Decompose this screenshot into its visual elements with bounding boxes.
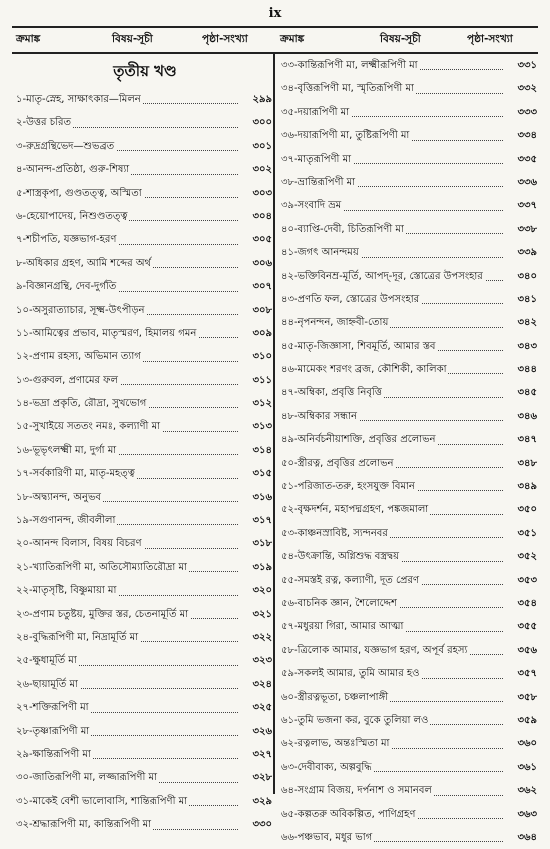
toc-entry-title: ৪৩-প্রণতি ফল, স্তোত্রের উপসংহার	[281, 288, 421, 311]
toc-entry-page: ৩৩০	[252, 819, 272, 831]
toc-entry-title: ২৪-বুদ্ধিরূপিণী মা, নিদ্রামূর্তি মা	[16, 626, 140, 649]
toc-entry-title: ৬২-রত্নলাভ, অন্তঃস্মিতা মা	[281, 732, 391, 755]
toc-entry	[281, 826, 539, 849]
toc-entry-page: ৩২৪	[252, 678, 272, 690]
toc-entry	[281, 709, 539, 732]
toc-entry-title: ৫৪-উৎক্রান্তি, অগ্নিশুদ্ধ বস্ত্রদ্বয়	[281, 545, 401, 568]
toc-entry-page: ৩১১	[252, 374, 272, 386]
toc-entry-title: ৫৭-মধুরয়া গিরা, আমার আত্মা	[281, 615, 405, 638]
toc-entry	[281, 662, 539, 685]
toc-entry-page: ৩৩৭	[517, 200, 537, 212]
toc-entry-page: ৩২৭	[252, 748, 272, 760]
toc-entry	[281, 148, 539, 171]
toc-entry	[281, 265, 539, 288]
toc-entry-page: ৩০৩	[252, 187, 272, 199]
toc-entry	[16, 205, 274, 228]
toc-entry-title: ৪৬-মামেকং শরণং ব্রজ, কৌশিকী, কালিকা	[281, 358, 448, 381]
toc-entry	[281, 311, 539, 334]
toc-entry-page: ৩৩৪	[517, 130, 537, 142]
toc-entry-title: ৫৩-কাঞ্চনস্রাবিষ্ট, স্যন্দনবর	[281, 522, 390, 545]
toc-entry-page: ৩৩৮	[517, 223, 537, 235]
toc-entry-page: ৩০২	[252, 164, 272, 176]
toc-entry-title: ৩৪-বৃত্তিরূপিণী মা, স্মৃতিরূপিণী মা	[281, 77, 416, 100]
toc-entry-title: ৬৪-সংগ্রাম বিজয়, দর্পনাশ ও সমানবল	[281, 779, 434, 802]
toc-entry-title: ১৪-ভদ্রা প্রকৃতি, রৌদ্রা, সুখভোগ	[16, 392, 148, 415]
section-title: তৃতীয় খণ্ড	[113, 62, 177, 80]
toc-entry-title: ৪১-জগৎ আনন্দময়	[281, 241, 361, 264]
toc-entry-page: ৩৬১	[517, 761, 537, 773]
toc-entry-title: ৫৮-ত্রিলোক আমার, যজ্ঞভাগ হরণ, অপূর্ব রহস্য	[281, 639, 469, 662]
toc-entry	[16, 111, 274, 134]
toc-entry-title: ৫৫-সমস্তই রত্ন, কল্যাণী, দূত প্রেরণ	[281, 569, 421, 592]
toc-entry-page: ৩১৫	[252, 468, 272, 480]
header-serial-left: ক্রমাঙ্ক	[16, 33, 41, 45]
toc-entry-page: ৩৪৩	[517, 340, 537, 352]
table-header	[12, 30, 538, 48]
toc-entry	[16, 135, 274, 158]
toc-entry-page: ৩৪১	[517, 293, 537, 305]
toc-entry	[281, 218, 539, 241]
toc-entry-page: ৩২১	[252, 608, 272, 620]
toc-entry	[16, 486, 274, 509]
toc-entry-title: ৫৯-সকলই আমার, তুমি আমার হও	[281, 662, 422, 685]
toc-entry	[16, 252, 274, 275]
toc-entry	[16, 720, 274, 743]
toc-entry-page: ৩২৫	[252, 702, 272, 714]
toc-entry-title: ৫-শাস্ত্রকৃপা, গুণ্ডতত্ত্ব, অস্মিতা	[16, 182, 144, 205]
toc-entry	[281, 405, 539, 428]
toc-entry	[281, 335, 539, 358]
toc-entry-title: ১১-আমিত্বের প্রভাব, মাতৃস্মরণ, হিমালয় গমন	[16, 322, 198, 345]
toc-entry-title: ৩৫-দয়ারূপিণী মা	[281, 101, 351, 124]
toc-entry	[16, 275, 274, 298]
toc-entry-page: ৩৪৪	[517, 364, 537, 376]
toc-entry-title: ২৯-ক্ষান্তিরূপিণী মা	[16, 743, 93, 766]
toc-entry-title: ৩৭-মাতৃরূপিণী মা	[281, 148, 353, 171]
toc-entry-page: ৩৪৫	[517, 387, 537, 399]
toc-entry	[16, 673, 274, 696]
toc-entry-title: ২০-আনন্দ বিলাস, বিষয় বিচরণ	[16, 532, 144, 555]
toc-entry	[281, 241, 539, 264]
toc-entry-title: ১৮-অদ্ব্যানন্দ, অনুভব	[16, 486, 103, 509]
toc-entry	[281, 124, 539, 147]
toc-entry-page: ৩০৯	[252, 327, 272, 339]
toc-entry-page: ৩৪৭	[517, 434, 537, 446]
toc-entry-page: ৩৩৬	[517, 176, 537, 188]
toc-entry-page: ৩৩১	[517, 60, 537, 71]
toc-entry	[281, 732, 539, 755]
toc-entry	[281, 686, 539, 709]
toc-entry-page: ৩৩৩	[517, 106, 537, 118]
toc-entry-page: ৩৪২	[517, 317, 537, 329]
toc-entry	[281, 569, 539, 592]
toc-entry-title: ২৬-ছায়ামূর্তি মা	[16, 673, 80, 696]
toc-entry-title: ৪৯-অনির্বচনীয়াশক্তি, প্রবৃত্তির প্রলোভন	[281, 428, 437, 451]
toc-entry	[16, 299, 274, 322]
toc-entry-page: ৩৪০	[517, 270, 537, 282]
toc-entry	[16, 392, 274, 415]
toc-entry	[281, 381, 539, 404]
toc-entry-page: ৩৫৮	[517, 691, 537, 703]
toc-entry-title: ৪-আনন্দ-প্রতিষ্ঠা, গুরু-শিষ্যা	[16, 158, 131, 181]
toc-entry-page: ৩১৪	[252, 444, 272, 456]
toc-entry-title: ৩৮-ভ্রান্তিরূপিণী মা	[281, 171, 357, 194]
toc-entry-title: ৬৩-দেবীবাক্য, অল্পবুদ্ধি	[281, 756, 374, 779]
toc-entry-page: ৩৪৬	[517, 410, 537, 422]
toc-entry-title: ৪৪-নৃপনন্দন, জাহ্নবী-তোয়	[281, 311, 390, 334]
toc-entry-page: ৩৬০	[517, 738, 537, 750]
toc-entry-title: ৩৯-সংবাদি ভ্রম	[281, 194, 343, 217]
toc-entry	[281, 756, 539, 779]
toc-entry-title: ৩৬-দয়ারূপিণী মা, তুষ্টিরূপিণী মা	[281, 124, 411, 147]
toc-entry-page: ৩৪৯	[517, 481, 537, 493]
toc-entry-page: ৩৪৮	[517, 457, 537, 469]
toc-entry	[281, 288, 539, 311]
toc-entry	[281, 194, 539, 217]
toc-entry	[16, 345, 274, 368]
toc-entry-title: ৩০-জাতিরূপিণী মা, লজ্জারূপিণী মা	[16, 766, 159, 789]
toc-entry	[281, 779, 539, 802]
toc-entry-title: ৪৭-অম্বিকা, প্রবৃত্তি নিবৃত্তি	[281, 381, 384, 404]
toc-entry-page: ৩১৩	[252, 421, 272, 433]
page-number: ix	[268, 6, 282, 21]
toc-entry	[16, 228, 274, 251]
toc-entry-page: ৩১৬	[252, 491, 272, 503]
toc-entry-page: ৩২৮	[252, 772, 272, 784]
toc-entry-page: ৩৫৬	[517, 644, 537, 656]
toc-entry-title: ৩৩-কান্তিরূপিণী মা, লক্ষ্মীরূপিণী মা	[281, 54, 420, 77]
toc-entry	[281, 522, 539, 545]
toc-entry-title: ১৯-সগুণানন্দ, জীবলীলা	[16, 509, 117, 532]
header-serial-right: ক্রমাঙ্ক	[280, 33, 305, 45]
toc-entry	[16, 766, 274, 789]
toc-entry-title: ৫২-বৃক্ষদর্শন, মহাপদ্মগ্রহণ, পঙ্কজমালা	[281, 498, 430, 521]
toc-entry	[16, 532, 274, 555]
top-rule	[12, 26, 538, 28]
toc-entry-title: ২৭-শক্তিরূপিণী মা	[16, 696, 91, 719]
toc-entry	[16, 626, 274, 649]
toc-entry-page: ৩২২	[252, 631, 272, 643]
toc-entry	[281, 475, 539, 498]
toc-entry-page: ৩৫৪	[517, 597, 537, 609]
toc-entry-title: ৩১-মাকেই বেশী ভালোবাসি, শান্তিরূপিণী মা	[16, 790, 189, 813]
toc-entry	[281, 639, 539, 662]
toc-entry-title: ৪৫-মাতৃ-জিজ্ঞাসা, শিবমূর্তি, আমার স্তব	[281, 335, 437, 358]
toc-entry-title: ৩২-শ্রদ্ধারূপিণী মা, কান্তিরূপিণী মা	[16, 813, 153, 836]
toc-entry	[16, 649, 274, 672]
toc-entry	[16, 88, 274, 111]
toc-entry	[16, 603, 274, 626]
toc-entry	[16, 509, 274, 532]
toc-entry-page: ৩৫৫	[517, 621, 537, 633]
toc-entry-title: ৫০-স্ত্রীরত্ন, প্রবৃত্তির প্রলোভন	[281, 452, 396, 475]
toc-entry-title: ২৫-ক্ষুধামূর্তি মা	[16, 649, 79, 672]
toc-entry-page: ৩০৫	[252, 234, 272, 246]
toc-entry-page: ৩৫৯	[517, 714, 537, 726]
header-page-right: পৃষ্ঠা-সংখ্যা	[467, 33, 513, 45]
toc-entry	[16, 182, 274, 205]
toc-entry	[281, 545, 539, 568]
toc-entry-title: ৪২-ভক্তিবিনম্র-মূর্তি, আপদ্-দূর, স্তোত্রের উপসংহার	[281, 265, 485, 288]
toc-entry-page: ৩১৯	[252, 561, 272, 573]
toc-entry-title: ৪০-ব্যাপ্তি-দেবী, চিতিরূপিণী মা	[281, 218, 406, 241]
right-column	[281, 54, 539, 849]
toc-entry-page: ৩০৪	[252, 210, 272, 222]
toc-entry-title: ১৫-সুখাইয়ে সততং নমঃ, কল্যাণী মা	[16, 415, 162, 438]
toc-entry	[281, 452, 539, 475]
toc-entry-title: ১৬-ভূভৃৎলক্ষ্মী মা, দুর্গা মা	[16, 439, 118, 462]
toc-entry-title: ১-মাতৃ-স্নেহ, সাক্ষাৎকার—মিলন	[16, 88, 143, 111]
toc-entry	[16, 369, 274, 392]
left-column	[16, 54, 274, 837]
toc-entry	[16, 790, 274, 813]
toc-entry-title: ৫১-পরিজাত-তরু, হংসযুক্ত বিমান	[281, 475, 417, 498]
toc-entry-title: ১৩-গুরুবল, প্রণামের ফল	[16, 369, 120, 392]
header-page-left: পৃষ্ঠা-সংখ্যা	[202, 33, 248, 45]
toc-entry-page: ৩০৭	[252, 281, 272, 293]
toc-entry-title: ১২-প্রণাম রহস্য, অভিমান ত্যাগ	[16, 345, 143, 368]
toc-entry-page: ৩১০	[252, 351, 272, 363]
toc-entry-title: ২-উত্তর চরিত	[16, 111, 73, 134]
toc-entry-page: ৩৩২	[517, 83, 537, 95]
toc-entry-title: ৬৫-কল্পতরু অবিকল্পিত, পাণিগ্রহণ	[281, 803, 417, 826]
toc-entry	[281, 101, 539, 124]
toc-entry-page: ৩৬৪	[517, 831, 537, 843]
toc-entry-page: ৩০৮	[252, 304, 272, 316]
toc-entry	[281, 592, 539, 615]
toc-entry-title: ৪৮-অম্বিকার সন্ধান	[281, 405, 359, 428]
toc-entry-page: ৩১২	[252, 398, 272, 410]
toc-entry-page: ৩২৬	[252, 725, 272, 737]
toc-entry-title: ২২-মাতৃসৃষ্টি, বিষ্ণুমায়া মা	[16, 579, 118, 602]
toc-entry-title: ২১-খ্যাতিরূপিণী মা, অতিসৌম্যাতিরৌদ্রা মা	[16, 556, 189, 579]
toc-entry	[281, 171, 539, 194]
toc-entry-title: ৩-রুদ্রগ্রন্থিভেদ—শুভব্রত	[16, 135, 116, 158]
toc-entry	[281, 77, 539, 100]
toc-entry-page: ৩২৩	[252, 655, 272, 667]
header-subject-right: বিষয়-সূচী	[380, 33, 421, 45]
toc-entry	[281, 803, 539, 826]
toc-entry	[281, 358, 539, 381]
toc-entry	[16, 556, 274, 579]
toc-entry	[281, 428, 539, 451]
toc-entry-title: ৬০-স্ত্রীরত্নভূতা, চঞ্চলাপাঙ্গী	[281, 686, 390, 709]
toc-entry-title: ১৭-সর্বকারিণী মা, মাতৃ-মহত্ত্ব	[16, 462, 137, 485]
toc-entry	[16, 743, 274, 766]
toc-entry-page: ৩০১	[252, 140, 272, 152]
toc-entry-title: ৭-শচীপতি, যজ্ঞভাগ-হরণ	[16, 228, 118, 251]
toc-entry-page: ৩৬৩	[517, 808, 537, 820]
toc-entry-page: ৩৩৯	[517, 247, 537, 259]
toc-entry-title: ২৩-প্রণাম চতুষ্টয়, মুক্তির স্তর, চেতনামূর্তি মা	[16, 603, 190, 626]
toc-entry	[281, 615, 539, 638]
toc-entry	[16, 322, 274, 345]
toc-entry-page: ৩০০	[252, 117, 272, 129]
toc-entry-title: ১০-অসুরাত্যাচার, সূক্ষ্ম-উৎপীড়ন	[16, 299, 147, 322]
toc-entry-page: ৩৫২	[517, 551, 537, 563]
toc-entry-title: ৮-অধিকার গ্রহণ, আমি শব্দের অর্থ	[16, 252, 153, 275]
toc-entry-page: ৩৬২	[517, 785, 537, 797]
toc-entry	[281, 54, 539, 77]
toc-entry	[16, 579, 274, 602]
toc-entry-title: ৯-বিজ্ঞানগ্রন্থি, দেব-দুর্গতি	[16, 275, 118, 298]
toc-entry-title: ৫৬-বাচনিক জ্ঞান, শৈলোদ্দেশ	[281, 592, 399, 615]
toc-entry	[16, 158, 274, 181]
toc-entry	[16, 813, 274, 836]
toc-entry-title: ৬-হেয়োপাদেয়, নিশুণ্ডতত্ত্ব	[16, 205, 129, 228]
toc-entry-title: ২৮-তৃষ্ণারূপিণী মা	[16, 720, 91, 743]
toc-entry	[16, 439, 274, 462]
toc-entry	[16, 415, 274, 438]
toc-entry-page: ৩৫১	[517, 527, 537, 539]
toc-entry-page: ৩২৯	[252, 795, 272, 807]
toc-entry-page: ৩২০	[252, 585, 272, 597]
toc-entry	[16, 696, 274, 719]
toc-entry-page: ৩৫০	[517, 504, 537, 516]
toc-entry-page: ৩৫৩	[517, 574, 537, 586]
toc-entry-page: ৩০৬	[252, 257, 272, 269]
toc-entry	[281, 498, 539, 521]
toc-entry-page: ৩৫৭	[517, 668, 537, 680]
header-subject-left: বিষয়-সূচী	[112, 33, 153, 45]
toc-entry-page: ৩১৮	[252, 538, 272, 550]
toc-entry	[16, 462, 274, 485]
toc-entry-title: ৬৬-পঞ্চভাব, মধুর ভাগ	[281, 826, 374, 849]
toc-entry-page: ২৯৯	[252, 94, 272, 105]
toc-entry-title: ৬১-তুমি ভজনা কর, বুকে তুলিয়া লও	[281, 709, 430, 732]
toc-entry-page: ৩১৭	[252, 515, 272, 527]
toc-entry-page: ৩৩৫	[517, 153, 537, 165]
